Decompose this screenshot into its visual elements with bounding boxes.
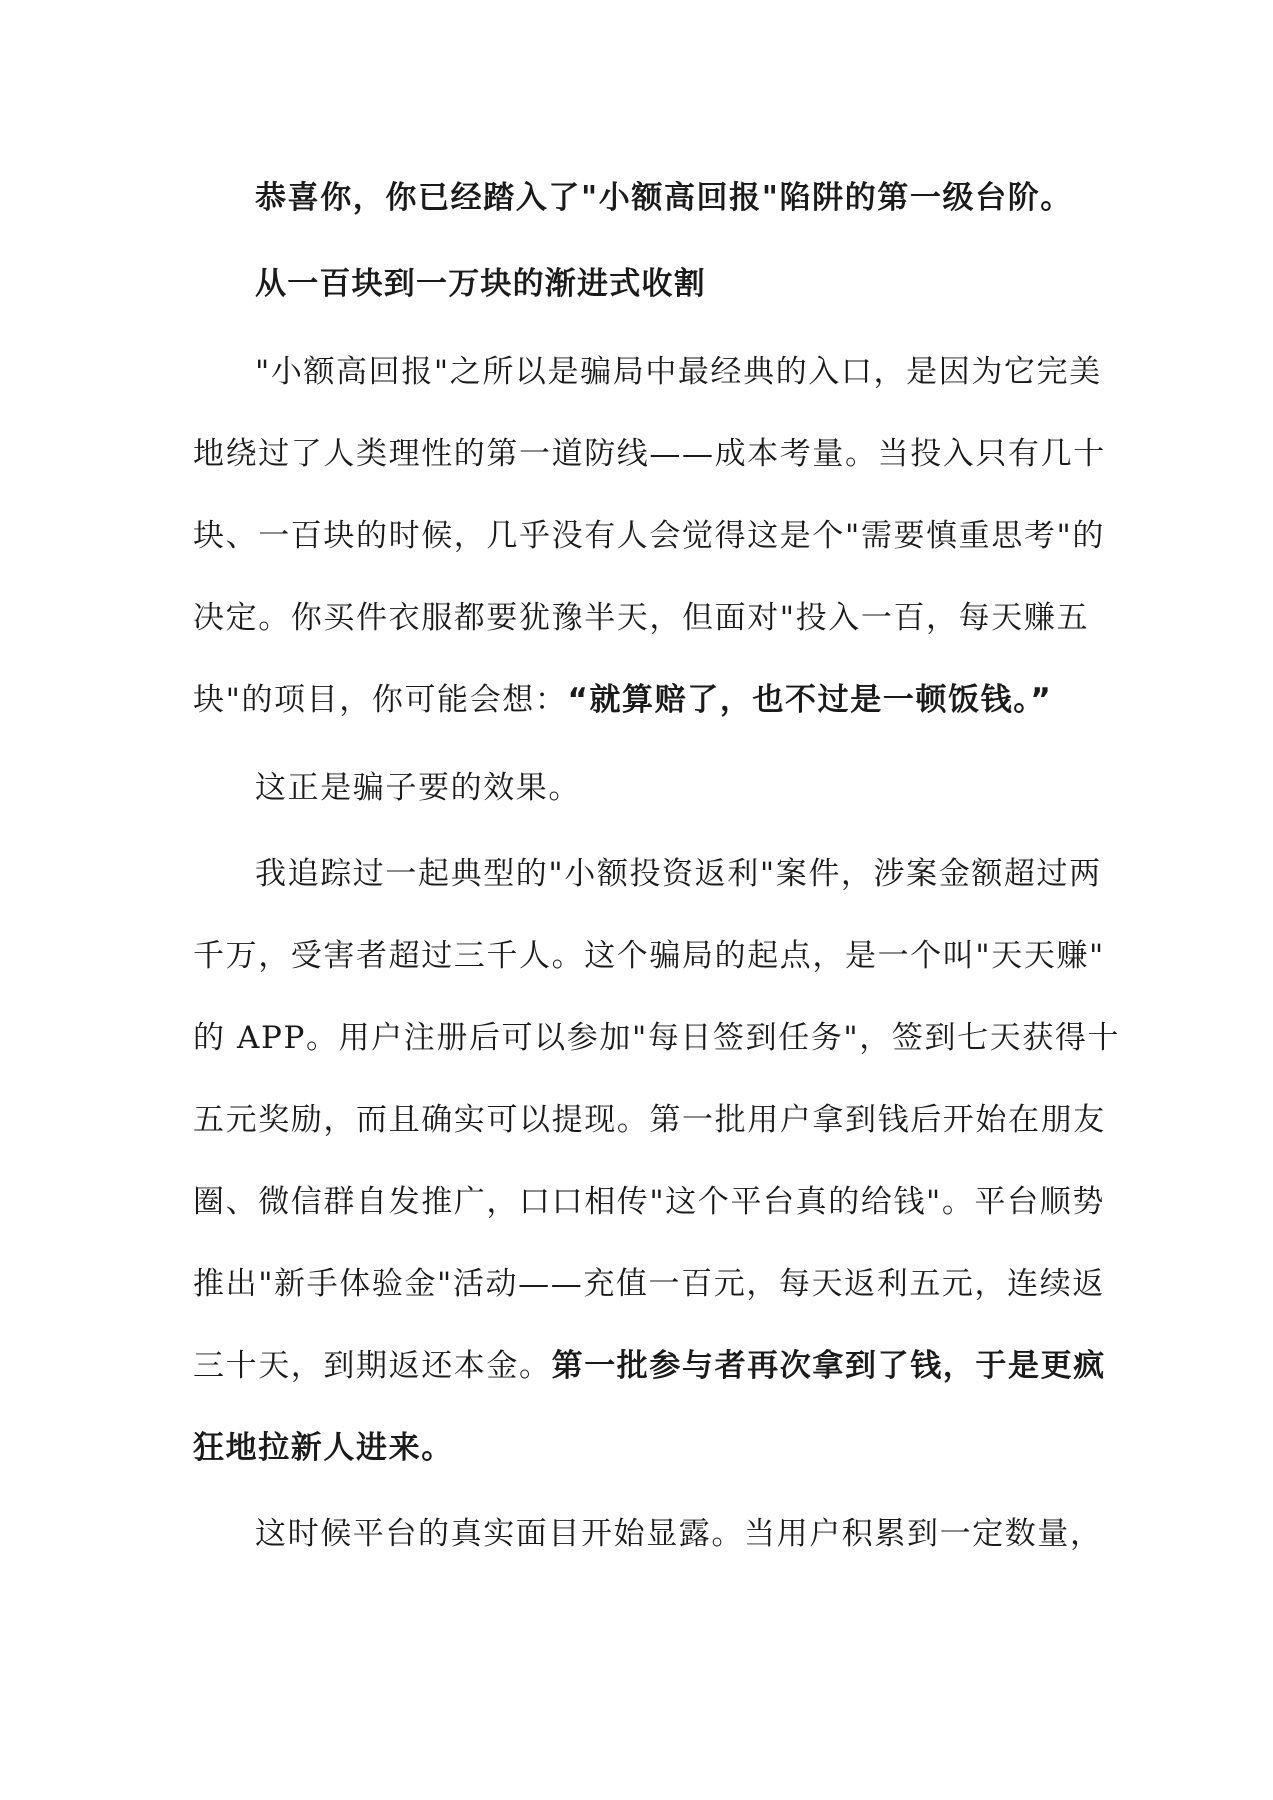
paragraph-line: "小额高回报"之所以是骗局中最经典的入口，是因为它完美 [255, 354, 1102, 390]
paragraph-line [193, 678, 1083, 722]
paragraph-line: 块、一百块的时候，几乎没有人会觉得这是个"需要慎重思考"的 [193, 518, 1105, 554]
paragraph-line: 圈、微信群自发推广，口口相传"这个平台真的给钱"。平台顺势 [193, 1184, 1105, 1220]
paragraph-line: 千万，受害者超过三千人。这个骗局的起点，是一个叫"天天赚" [193, 938, 1105, 974]
paragraph-line: 这时候平台的真实面目开始显露。当用户积累到一定数量， [255, 1516, 1103, 1552]
paragraph-line-bold: 狂地拉新人进来。 [193, 1430, 454, 1466]
paragraph-line: 推出"新手体验金"活动——充值一百元，每天返利五元，连续返 [193, 1266, 1105, 1302]
bold-quote: “就算赔了，也不过是一顿饭钱。” [567, 682, 1053, 718]
paragraph-line: 地绕过了人类理性的第一道防线——成本考量。当投入只有几十 [193, 436, 1106, 472]
paragraph-line: 决定。你买件衣服都要犹豫半天，但面对"投入一百，每天赚五 [193, 600, 1090, 636]
intro-sentence: 恭喜你，你已经踏入了"小额高回报"陷阱的第一级台阶。 [255, 180, 1073, 216]
bold-emphasis: 第一批参与者再次拿到了钱，于是更疯 [551, 1348, 1106, 1384]
section-heading: 从一百块到一万块的渐进式收割 [255, 266, 706, 302]
paragraph-line: 我追踪过一起典型的"小额投资返利"案件，涉案金额超过两 [255, 856, 1102, 892]
paragraph-line [193, 1344, 1106, 1388]
paragraph-text: 块"的项目，你可能会想： [193, 682, 568, 718]
paragraph-line: 这正是骗子要的效果。 [255, 770, 581, 806]
paragraph-line: 的 APP。用户注册后可以参加"每日签到任务"，签到七天获得十 [193, 1020, 1121, 1056]
paragraph-line: 五元奖励，而且确实可以提现。第一批用户拿到钱后开始在朋友 [193, 1102, 1106, 1138]
paragraph-text: 三十天，到期返还本金。 [193, 1348, 552, 1384]
